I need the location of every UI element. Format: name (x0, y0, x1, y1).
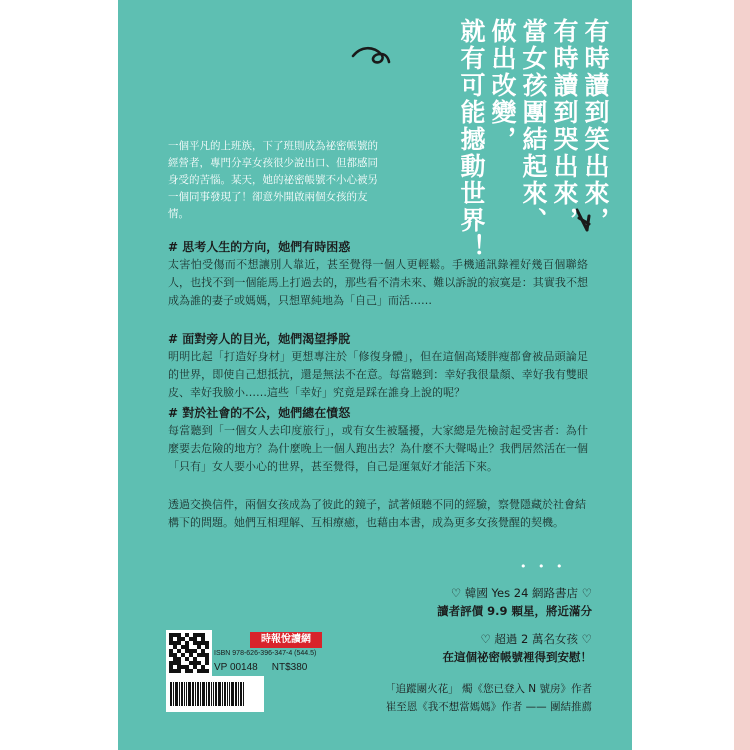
slogan-line: 有時讀到笑出來， (581, 18, 610, 234)
qr-grid (169, 633, 209, 673)
credit-line: 崔至恩《我不想當媽媽》作者 —— 團結推薦 (385, 701, 592, 713)
qr-code-icon (166, 630, 212, 676)
section-heading: # 面對旁人的目光，她們渴望掙脫 (168, 332, 351, 346)
accolade-detail: 讀者評價 9.9 顆星，將近滿分 (437, 604, 592, 618)
scribble-decoration-icon (351, 44, 391, 72)
accolade-title: ♡ 超過 2 萬名女孩 ♡ (480, 632, 592, 646)
section-3 (168, 404, 588, 476)
slogan-line: 就有可能撼動世界！ (457, 18, 486, 261)
credit-line: 「追蹤團火花」 燭《您已登入 N 號房》作者 (385, 683, 592, 695)
book-back-cover (118, 0, 632, 750)
accolade-readers (443, 630, 593, 666)
price-row (214, 662, 307, 673)
section-body: 每當聽到「一個女人去印度旅行」，或有女生被騷擾，大家總是先檢討起受害者：為什麼要去危險的地方？為什麼晚上一個人跑出去？為什麼不大聲喝止？我們居然活在一個「只有」女人要小心的世界，甚至覺得，自己是運氣好才能活下來。 (168, 424, 588, 473)
product-code: VP 00148 (214, 662, 258, 673)
section-heading: # 思考人生的方向，她們有時困惑 (168, 240, 351, 254)
section-2 (168, 330, 588, 402)
slogan (457, 18, 610, 261)
accent-strip (734, 0, 750, 750)
closing-paragraph: 透過交換信件，兩個女孩成為了彼此的鏡子，試著傾聽不同的經驗，察覺隱藏於社會結構下的問題。她們互相理解、互相療癒，也藉由本書，成為更多女孩覺醒的契機。 (168, 498, 586, 529)
slogan-line: 當女孩團結起來、 (519, 18, 548, 234)
slogan-line: 有時讀到哭出來， (550, 18, 579, 234)
dots-decoration: • • • (520, 560, 567, 573)
barcode-box (166, 676, 264, 712)
slogan-line: 做出改變， (488, 18, 517, 153)
section-1 (168, 238, 588, 310)
section-body: 明明比起「打造好身材」更想專注於「修復身體」，但在這個高矮胖瘦都會被品頭論足的世界，即使自己想抵抗，還是無法不在意。每當聽到：幸好我很量顏、幸好我有雙眼皮、幸好我臉小……這些「幸好」究竟是踩在誰身上說的呢？ (168, 350, 588, 399)
publisher-logo: 時報悅讀網 (250, 632, 322, 648)
section-body: 太害怕受傷而不想讓別人靠近，甚至覺得一個人更輕鬆。手機通訊錄裡好幾百個聯絡人，也找不到一個能馬上打過去的，那些看不清未來、難以訴說的寂寞是：其實我不想成為誰的妻子或媽媽，只想單純地為「自己」而活…… (168, 258, 588, 307)
barcode-icon (170, 682, 260, 706)
accolade-detail: 在這個祕密帳號裡得到安慰！ (442, 650, 592, 664)
intro-paragraph: 一個平凡的上班族，下了班則成為祕密帳號的經營者，專門分享女孩很少說出口、但都感同身受的苦惱。某天，她的祕密帳號不小心被另一個同事發現了！卻意外開啟兩個女孩的友情。 (168, 140, 378, 220)
accolade-title: ♡ 韓國 Yes 24 網路書店 ♡ (450, 586, 592, 600)
recommendation-credits (385, 680, 592, 716)
isbn-text: ISBN 978-626-396-347-4 (544.5) (214, 650, 317, 657)
section-heading: # 對於社會的不公，她們總在憤怒 (168, 406, 351, 420)
price: NT$380 (271, 662, 308, 673)
accolade-yes24 (437, 584, 592, 620)
